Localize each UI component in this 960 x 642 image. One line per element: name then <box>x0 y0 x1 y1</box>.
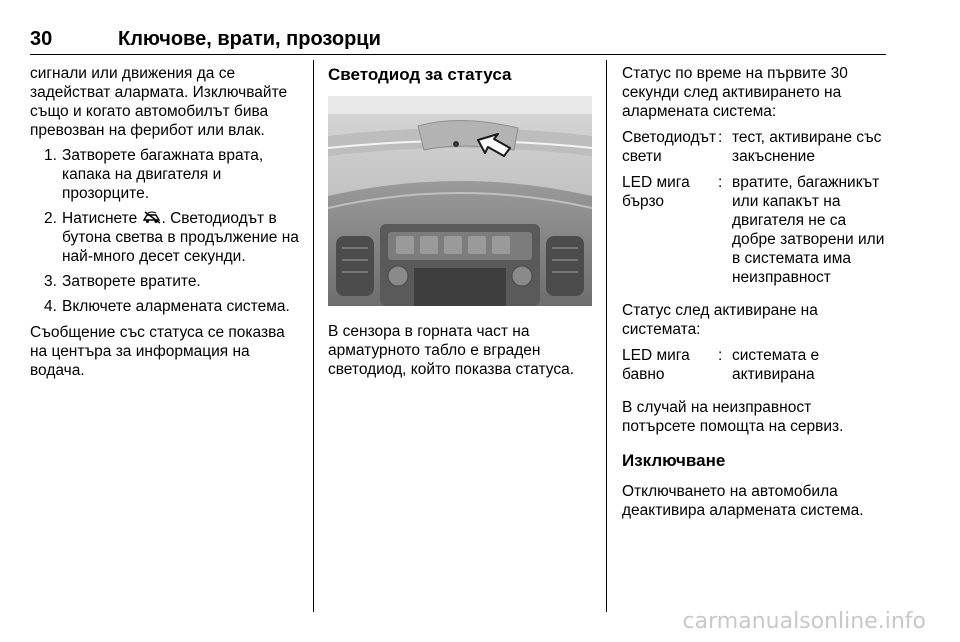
list-item <box>30 146 306 203</box>
intro-paragraph: сигнали или движения да се задействат алармата. Изключвайте също и когато автомобилът бива превозван на ферибот или влак. <box>30 65 288 139</box>
column-left <box>30 64 306 380</box>
list-item <box>30 297 306 316</box>
page-title: Ключове, врати, прозорци <box>118 28 381 50</box>
column-divider-2 <box>606 60 607 612</box>
status-row <box>622 128 886 166</box>
header-rule <box>30 54 886 55</box>
dashboard-illustration <box>328 96 592 306</box>
page-header <box>30 28 886 52</box>
status-value: тест, активиране със закъснение <box>732 129 882 165</box>
status-key: LED мига бавно <box>622 347 690 383</box>
step-number: 2. <box>44 210 57 227</box>
deactivate-paragraph: Отключването на автомобила деактивира алармената система. <box>622 483 864 519</box>
site-watermark: carmanualsonline.info <box>682 609 926 634</box>
step-text-after: . Светодиодът в бутона светва в продължение на най-много десет секунди. <box>62 210 299 265</box>
photo-caption: В сензора в горната част на арматурното табло е вграден светодиод, който показва статуса. <box>328 323 575 378</box>
step-text: Затворете багажната врата, капака на двигателя и прозорците. <box>62 147 264 202</box>
step-text: Включете алармената система. <box>62 298 290 315</box>
step-text: Затворете вратите. <box>62 273 201 290</box>
status-row <box>622 346 886 384</box>
closing-paragraph: Съобщение със статуса се показва на центъра за информация на водача. <box>30 324 285 379</box>
list-item <box>30 209 306 266</box>
steps-list <box>30 146 306 316</box>
status-colon: : <box>718 347 723 364</box>
section-heading: Светодиод за статуса <box>328 65 512 84</box>
column-middle <box>328 64 592 379</box>
step-number: 4. <box>44 298 57 315</box>
step-number: 3. <box>44 273 57 290</box>
vehicle-sensor-off-icon <box>142 211 162 224</box>
section-heading: Изключване <box>622 451 726 470</box>
status-colon: : <box>718 174 723 191</box>
dashboard-photo <box>328 96 592 306</box>
list-item <box>30 272 306 291</box>
fault-note: В случай на неизправност потърсете помощта на сервиз. <box>622 399 844 435</box>
status-key: Светодиодът свети <box>622 129 717 165</box>
status-key: LED мига бързо <box>622 174 690 210</box>
step-number: 1. <box>44 147 57 164</box>
status-value: системата е активирана <box>732 347 820 383</box>
column-divider-1 <box>313 60 314 612</box>
status-intro-1: Статус по време на първите 30 секунди след активирането на алармената система: <box>622 65 848 120</box>
status-intro-2: Статус след активиране на системата: <box>622 302 818 338</box>
status-colon: : <box>718 129 723 146</box>
column-right <box>622 64 886 520</box>
status-row <box>622 173 886 287</box>
status-value: вратите, багажникът или капакът на двигателя не са добре затворени или в системата има неизправност <box>732 174 885 286</box>
page-number: 30 <box>30 28 53 50</box>
step-text-before: Натиснете <box>62 210 142 227</box>
